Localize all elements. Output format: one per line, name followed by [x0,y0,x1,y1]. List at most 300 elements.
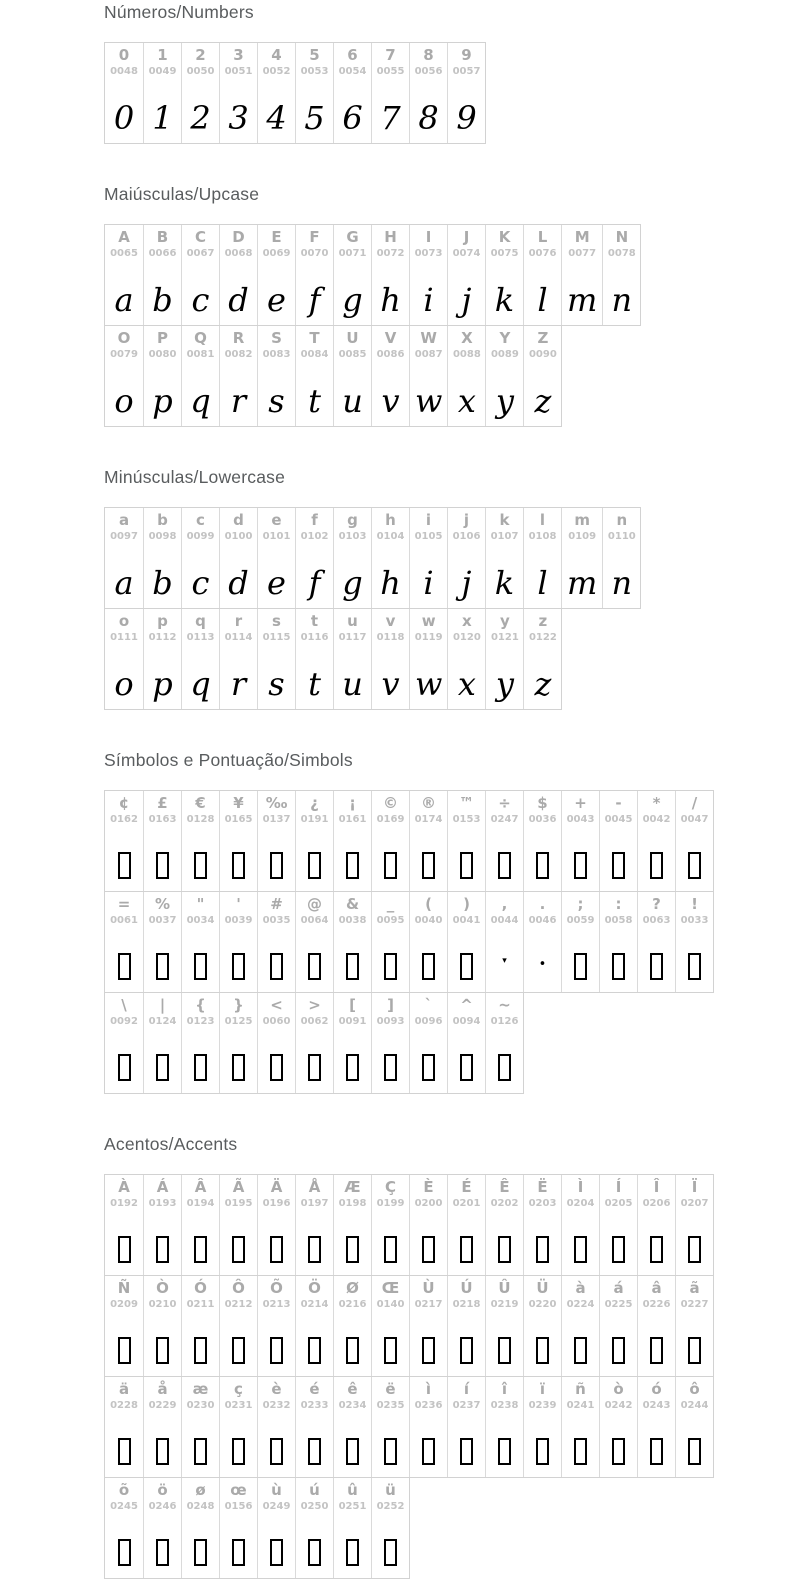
cell-unicode-code: 0243 [642,1400,671,1411]
cell-character-label: < [270,996,283,1014]
cell-unicode-code: 0120 [452,632,481,643]
cell-unicode-code: 0195 [224,1198,253,1209]
charmap-cell [371,609,409,709]
missing-glyph-box [194,852,207,879]
glyph-preview: 5 [304,99,325,137]
charmap-cell [295,1478,333,1578]
missing-glyph-box [460,1236,473,1263]
charmap-cell [523,1276,561,1376]
cell-unicode-code: 0162 [110,814,138,825]
missing-glyph-box [194,1337,207,1364]
cell-unicode-code: 0104 [376,531,405,542]
missing-glyph-box [384,1337,397,1364]
charmap-cell [409,225,447,325]
charmap-cell [295,508,333,608]
charmap-row [104,1477,410,1579]
cell-unicode-code: 0193 [148,1198,177,1209]
cell-unicode-code: 0036 [528,814,557,825]
missing-glyph-box [688,1236,701,1263]
cell-unicode-code: 0102 [300,531,329,542]
cell-character-label: ç [234,1380,243,1398]
charmap-cell [181,225,219,325]
cell-character-label: Ä [270,1178,283,1196]
cell-unicode-code: 0060 [262,1016,291,1027]
cell-unicode-code: 0231 [224,1400,253,1411]
cell-unicode-code: 0052 [262,66,291,77]
charmap-cell [143,1478,181,1578]
cell-unicode-code: 0237 [452,1400,481,1411]
cell-unicode-code: 0074 [452,248,481,259]
missing-glyph-box [422,953,435,980]
charmap-cell [257,993,295,1093]
cell-unicode-code: 0041 [452,915,481,926]
charmap-cell [409,1175,447,1275]
cell-character-label: K [498,228,511,246]
charmap-cell [599,1377,637,1477]
cell-unicode-code: 0244 [680,1400,709,1411]
missing-glyph-box [612,1438,625,1465]
missing-glyph-box [650,1438,663,1465]
glyph-preview: 3 [228,99,249,137]
cell-character-label: ¿ [310,794,319,812]
missing-glyph-box [156,1539,169,1566]
missing-glyph-box [346,1236,359,1263]
cell-character-label: É [461,1178,472,1196]
cell-unicode-code: 0123 [186,1016,215,1027]
charmap-cell [523,609,561,709]
cell-character-label: 6 [347,46,358,64]
charmap-cell [219,508,257,608]
cell-unicode-code: 0061 [110,915,138,926]
cell-unicode-code: 0238 [490,1400,519,1411]
cell-character-label: \ [121,996,127,1014]
cell-unicode-code: 0034 [186,915,215,926]
cell-character-label: á [613,1279,624,1297]
cell-character-label: $ [537,794,548,812]
glyph-preview: o [114,382,134,420]
glyph-preview: p [152,382,173,420]
charmap-cell [561,1377,599,1477]
cell-unicode-code: 0216 [338,1299,367,1310]
glyph-preview: 0 [113,99,135,137]
cell-character-label: " [196,895,205,913]
missing-glyph-box [536,1236,549,1263]
missing-glyph-box [118,852,131,879]
glyph-preview: u [342,382,363,420]
charmap-cell [602,225,640,325]
cell-character-label: õ [118,1481,130,1499]
cell-unicode-code: 0214 [300,1299,329,1310]
missing-glyph-box [156,953,169,980]
glyph-preview: v [381,382,400,420]
missing-glyph-box [270,1236,283,1263]
charmap-cell [447,326,485,426]
cell-unicode-code: 0105 [414,531,443,542]
charmap-cell [219,1377,257,1477]
cell-character-label: é [309,1380,320,1398]
charmap-cell [257,1478,295,1578]
missing-glyph-box [650,953,663,980]
cell-character-label: x [462,612,472,630]
missing-glyph-box [498,1054,511,1081]
section-heading: Maiúsculas/Upcase [104,184,260,204]
cell-character-label: ™ [459,794,474,812]
cell-unicode-code: 0101 [262,531,291,542]
cell-unicode-code: 0084 [300,349,329,360]
cell-character-label: u [347,612,358,630]
cell-unicode-code: 0040 [414,915,443,926]
charmap-row [104,1376,714,1478]
cell-character-label: Ü [536,1279,549,1297]
charmap-cell [257,225,295,325]
glyph-preview: n [611,564,633,602]
section-heading: Acentos/Accents [104,1134,238,1154]
cell-unicode-code: 0112 [148,632,177,643]
charmap-cell [485,791,523,891]
cell-character-label: E [271,228,282,246]
glyph-preview: g [342,281,363,319]
charmap-row [104,507,641,609]
charmap-cell [105,1175,143,1275]
missing-glyph-box [194,953,207,980]
glyph-preview: c [191,564,210,602]
charmap-cell [637,1377,675,1477]
charmap-cell [485,225,523,325]
charmap-cell [371,993,409,1093]
cell-unicode-code: 0042 [642,814,671,825]
missing-glyph-box [194,1054,207,1081]
cell-character-label: = [117,895,131,913]
cell-character-label: f [311,511,318,529]
charmap-cell [333,225,371,325]
charmap-cell [637,1175,675,1275]
cell-unicode-code: 0229 [148,1400,177,1411]
charmap-cell [295,609,333,709]
section-heading: Símbolos e Pontuação/Simbols [104,750,353,770]
cell-character-label: ' [236,895,241,913]
cell-character-label: È [423,1178,434,1196]
charmap-cell [523,1175,561,1275]
charmap-cell [409,508,447,608]
glyph-preview: d [228,281,249,319]
glyph-preview: y [495,382,514,420]
cell-character-label: Y [499,329,511,347]
charmap-cell [599,892,637,992]
cell-unicode-code: 0072 [376,248,405,259]
cell-unicode-code: 0090 [528,349,557,360]
cell-unicode-code: 0055 [376,66,405,77]
charmap-cell [295,791,333,891]
charmap-cell [333,1478,371,1578]
missing-glyph-box [346,852,359,879]
charmap-cell [523,508,561,608]
cell-character-label: œ [230,1481,247,1499]
cell-character-label: 0 [118,46,130,64]
cell-unicode-code: 0050 [186,66,215,77]
glyph-preview: e [267,564,286,602]
charmap-cell [599,1175,637,1275]
cell-unicode-code: 0113 [186,632,215,643]
missing-glyph-box [346,1438,359,1465]
missing-glyph-box [384,1539,397,1566]
missing-glyph-box [308,1054,321,1081]
charmap-cell [447,43,485,143]
cell-unicode-code: 0091 [338,1016,367,1027]
cell-unicode-code: 0126 [490,1016,519,1027]
missing-glyph-box [346,1337,359,1364]
missing-glyph-box [118,953,131,980]
charmap-cell [371,1478,409,1578]
charmap-cell [105,892,143,992]
missing-glyph-box [574,1438,587,1465]
glyph-preview: 7 [380,99,401,137]
charmap-cell [295,1175,333,1275]
cell-character-label: P [157,329,168,347]
missing-glyph-box [308,953,321,980]
glyph-preview: b [152,281,173,319]
cell-unicode-code: 0068 [224,248,253,259]
charmap-cell [447,993,485,1093]
cell-character-label: Ò [156,1279,169,1297]
charmap-cell [219,791,257,891]
charmap-cell [219,1478,257,1578]
charmap-cell [371,791,409,891]
glyph-preview: w [415,382,443,420]
cell-character-label: 5 [309,46,320,64]
cell-character-label: h [385,511,396,529]
glyph-preview: b [152,564,173,602]
charmap-cell [333,1377,371,1477]
cell-character-label: z [538,612,548,630]
cell-character-label: i [425,511,432,529]
charmap-cell [105,791,143,891]
cell-unicode-code: 0117 [338,632,367,643]
cell-character-label: e [271,511,282,529]
missing-glyph-box [536,852,549,879]
glyph-preview: c [191,281,210,319]
cell-unicode-code: 0076 [528,248,557,259]
missing-glyph-box [574,1337,587,1364]
cell-unicode-code: 0206 [642,1198,671,1209]
cell-character-label: ê [347,1380,358,1398]
glyph-preview: p [152,665,173,703]
cell-unicode-code: 0053 [300,66,329,77]
cell-character-label: . [539,895,546,913]
glyph-preview: r [230,382,247,420]
charmap-cell [523,1377,561,1477]
missing-glyph-box [232,953,245,980]
cell-character-label: Ó [194,1279,207,1297]
cell-unicode-code: 0039 [224,915,253,926]
cell-character-label: Ê [499,1178,510,1196]
cell-character-label: Ñ [117,1279,131,1297]
cell-unicode-code: 0116 [300,632,329,643]
cell-unicode-code: 0153 [452,814,481,825]
cell-unicode-code: 0121 [490,632,519,643]
charmap-cell [105,326,143,426]
cell-character-label: Œ [381,1279,400,1297]
cell-unicode-code: 0122 [528,632,557,643]
cell-character-label: ñ [575,1380,586,1398]
cell-unicode-code: 0225 [604,1299,633,1310]
cell-character-label: G [346,228,359,246]
cell-character-label: Ö [308,1279,321,1297]
cell-unicode-code: 0066 [148,248,177,259]
cell-character-label: ö [157,1481,168,1499]
cell-character-label: ü [385,1481,396,1499]
cell-unicode-code: 0047 [680,814,709,825]
cell-unicode-code: 0063 [642,915,671,926]
cell-character-label: W [420,329,437,347]
cell-character-label: ¡ [349,794,356,812]
cell-unicode-code: 0248 [186,1501,215,1512]
cell-unicode-code: 0124 [148,1016,177,1027]
cell-character-label: ã [689,1279,700,1297]
cell-unicode-code: 0200 [414,1198,443,1209]
cell-unicode-code: 0252 [376,1501,405,1512]
charmap-row [104,325,562,427]
cell-character-label: ø [195,1481,206,1499]
charmap-cell [257,508,295,608]
cell-unicode-code: 0069 [262,248,291,259]
cell-unicode-code: 0085 [338,349,367,360]
cell-unicode-code: 0056 [414,66,443,77]
cell-character-label: 8 [423,46,434,64]
missing-glyph-box [308,1236,321,1263]
charmap-cell [523,326,561,426]
cell-character-label: R [232,329,245,347]
charmap-cell [371,326,409,426]
missing-glyph-box [346,953,359,980]
cell-unicode-code: 0094 [452,1016,481,1027]
missing-glyph-box [270,1054,283,1081]
charmap-cell [257,43,295,143]
cell-character-label: y [500,612,510,630]
cell-unicode-code: 0095 [376,915,405,926]
cell-unicode-code: 0198 [338,1198,367,1209]
charmap-cell [105,609,143,709]
cell-character-label: c [196,511,205,529]
charmap-cell [485,1377,523,1477]
cell-character-label: 2 [195,46,206,64]
glyph-preview: o [114,665,134,703]
cell-character-label: Í [615,1178,622,1196]
charmap-cell [371,1175,409,1275]
cell-unicode-code: 0213 [262,1299,291,1310]
cell-unicode-code: 0234 [338,1400,367,1411]
cell-unicode-code: 0212 [224,1299,253,1310]
charmap-cell [219,609,257,709]
missing-glyph-box [498,852,511,879]
cell-unicode-code: 0107 [490,531,519,542]
section-accents [104,1134,764,1579]
section-lowercase [104,467,764,710]
glyph-preview: m [567,281,598,319]
cell-character-label: [ [349,996,356,1014]
cell-unicode-code: 0087 [414,349,443,360]
cell-unicode-code: 0174 [414,814,443,825]
charmap-cell [219,1175,257,1275]
charmap-row [104,790,714,892]
cell-unicode-code: 0211 [186,1299,215,1310]
glyph-preview: k [494,564,515,602]
cell-character-label: £ [157,794,168,812]
cell-unicode-code: 0059 [566,915,595,926]
cell-character-label: Æ [344,1178,361,1196]
cell-character-label: v [385,612,396,630]
cell-unicode-code: 0220 [528,1299,557,1310]
missing-glyph-box [118,1539,131,1566]
cell-character-label: 9 [461,46,472,64]
charmap-cell [181,508,219,608]
cell-character-label: n [616,511,628,529]
charmap-row [104,891,714,993]
missing-glyph-box [118,1236,131,1263]
cell-unicode-code: 0247 [490,814,519,825]
cell-character-label: Ë [537,1178,548,1196]
missing-glyph-box [308,1438,321,1465]
cell-unicode-code: 0156 [224,1501,253,1512]
charmap-cell [257,892,295,992]
glyph-preview: f [308,564,321,602]
cell-character-label: ) [463,895,470,913]
charmap-cell [105,1276,143,1376]
charmap-cell [105,508,143,608]
charmap-cell [219,993,257,1093]
glyph-preview: s [268,665,285,703]
cell-unicode-code: 0038 [338,915,367,926]
missing-glyph-box [232,852,245,879]
cell-character-label: A [118,228,130,246]
cell-character-label: å [157,1380,168,1398]
cell-character-label: : [615,895,622,913]
glyph-preview: j [461,281,472,319]
cell-unicode-code: 0110 [607,531,636,542]
charmap-cell [143,326,181,426]
cell-unicode-code: 0201 [452,1198,481,1209]
cell-character-label: Ì [577,1178,584,1196]
cell-character-label: Ô [232,1279,245,1297]
missing-glyph-box [460,852,473,879]
charmap-cell [599,791,637,891]
charmap-cell [523,892,561,992]
cell-unicode-code: 0065 [110,248,138,259]
glyph-preview: l [537,281,548,319]
glyph-preview: y [495,665,514,703]
missing-glyph-box [194,1539,207,1566]
missing-glyph-box [384,1236,397,1263]
cell-unicode-code: 0070 [300,248,329,259]
cell-character-label: I [425,228,432,246]
cell-character-label: - [615,794,622,812]
cell-unicode-code: 0054 [338,66,367,77]
cell-unicode-code: 0083 [262,349,291,360]
cell-unicode-code: 0137 [262,814,291,825]
charmap-cell [409,1276,447,1376]
charmap-cell [447,225,485,325]
cell-character-label: t [310,612,319,630]
glyph-preview: u [342,665,363,703]
cell-unicode-code: 0202 [490,1198,519,1209]
missing-glyph-box [384,953,397,980]
glyph-preview: t [308,382,321,420]
cell-character-label: Ï [691,1178,698,1196]
charmap-cell [637,892,675,992]
charmap-cell [333,1276,371,1376]
cell-unicode-code: 0079 [110,349,138,360]
glyph-preview: w [415,665,443,703]
glyph-preview: i [423,281,434,319]
